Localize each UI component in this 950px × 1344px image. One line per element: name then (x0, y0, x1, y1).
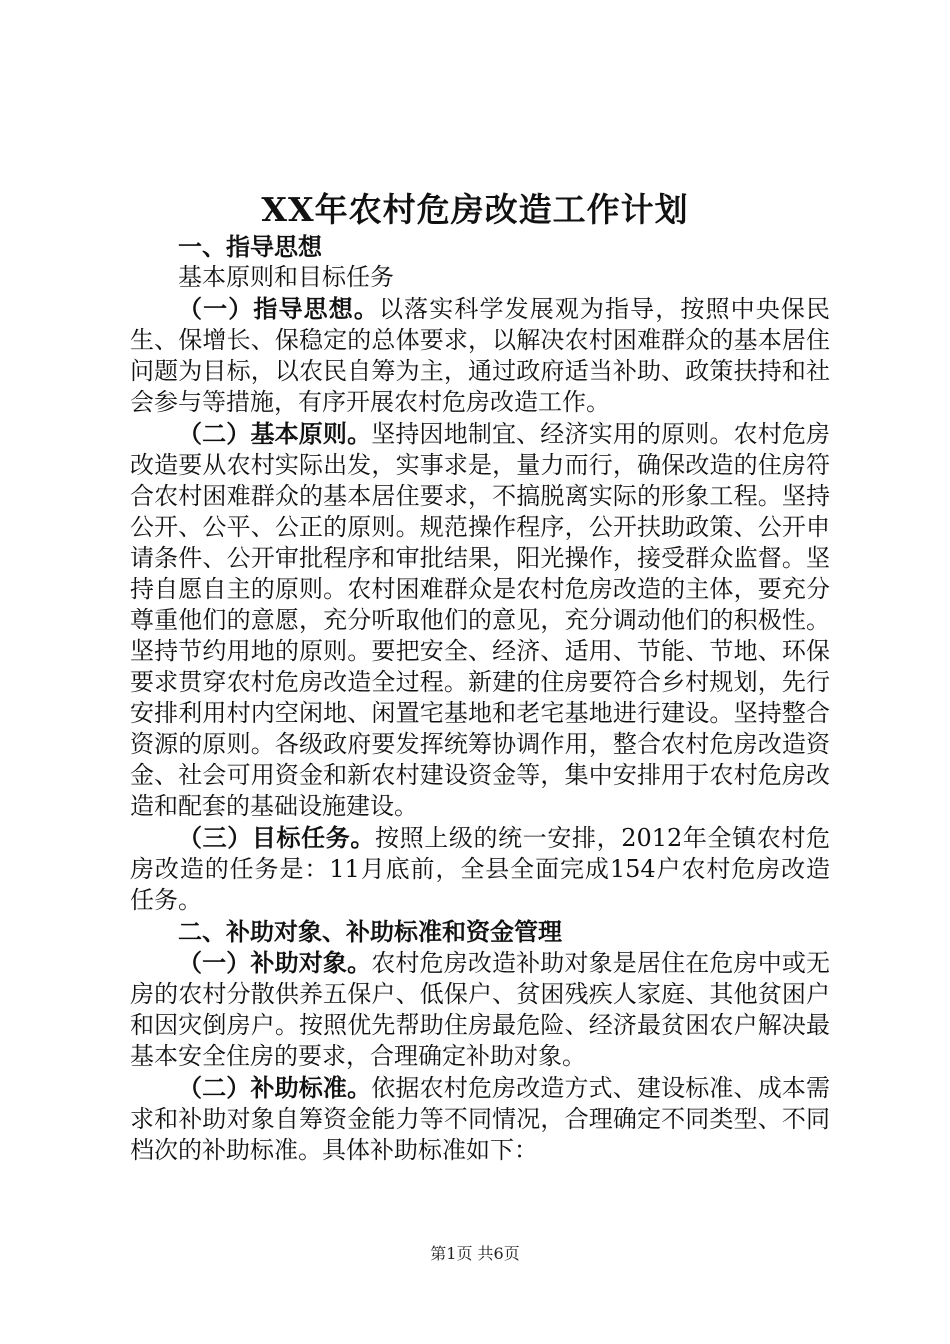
paragraph-lead: （一）指导思想。 (178, 294, 379, 323)
document-title: XX年农村危房改造工作计划 (261, 190, 689, 229)
section2-heading: 二、补助对象、补助标准和资金管理 (178, 917, 562, 946)
paragraph-body: 农村危房改造补助对象是居住在危房中或无房的农村分散供养五保户、低保户、贫困残疾人家庭、其他贫困户和因灾倒房户。按照优先帮助住房最危险、经济最贫困农户解决最基本安全住房的要求，合理确定补助对象。 (130, 949, 831, 1070)
paragraph-subsidy-standards (130, 1072, 830, 1166)
paragraph-subsidy-targets (130, 947, 830, 1072)
paragraph-body: 按照上级的统一安排，2012年全镇农村危房改造的任务是：11月底前，全县全面完成154户农村危房改造任务。 (130, 824, 831, 914)
paragraph-target-tasks (130, 822, 830, 916)
paragraph-body: 依据农村危房改造方式、建设标准、成本需求和补助对象自筹资金能力等不同情况，合理确定不同类型、不同档次的补助标准。具体补助标准如下： (130, 1074, 831, 1164)
paragraph-guiding-ideology (130, 293, 830, 418)
paragraph-lead: （一）补助对象。 (178, 948, 372, 977)
section1-heading: 一、指导思想 (178, 232, 322, 261)
paragraph-body: 以落实科学发展观为指导，按照中央保民生、保增长、保稳定的总体要求，以解决农村困难群众的基本居住问题为目标，以农民自筹为主，通过政府适当补助、政策扶持和社会参与等措施，有序开展农村危房改造工作。 (130, 295, 831, 416)
paragraph-lead: （三）目标任务。 (178, 823, 375, 852)
section1-subline: 基本原则和目标任务 (178, 263, 394, 291)
paragraph-body: 坚持因地制宜、经济实用的原则。农村危房改造要从农村实际出发，实事求是，量力而行，确保改造的住房符合农村困难群众的基本居住要求，不搞脱离实际的形象工程。坚持公开、公平、公正的原则。规范操作程序，公开扶助政策、公开申请条件、公开审批程序和审批结果，阳光操作，接受群众监督。坚持自愿自主的原则。农村困难群众是农村危房改造的主体，要充分尊重他们的意愿，充分听取他们的意见，充分调动他们的积极性。坚持节约用地的原则。要把安全、经济、适用、节能、节地、环保要求贯穿农村危房改造全过程。新建的住房要符合乡村规划，先行安排利用村内空闲地、闲置宅基地和老宅基地进行建设。坚持整合资源的原则。各级政府要发挥统筹协调作用，整合农村危房改造资金、社会可用资金和新农村建设资金等，集中安排用于农村危房改造和配套的基础设施建设。 (130, 420, 831, 820)
paragraph-lead: （二）补助标准。 (178, 1073, 372, 1102)
document-body (130, 231, 830, 1166)
paragraph-lead: （二）基本原则。 (178, 419, 372, 448)
paragraph-basic-principles (130, 418, 830, 822)
page-number-footer: 第1页 共6页 (430, 1244, 520, 1263)
